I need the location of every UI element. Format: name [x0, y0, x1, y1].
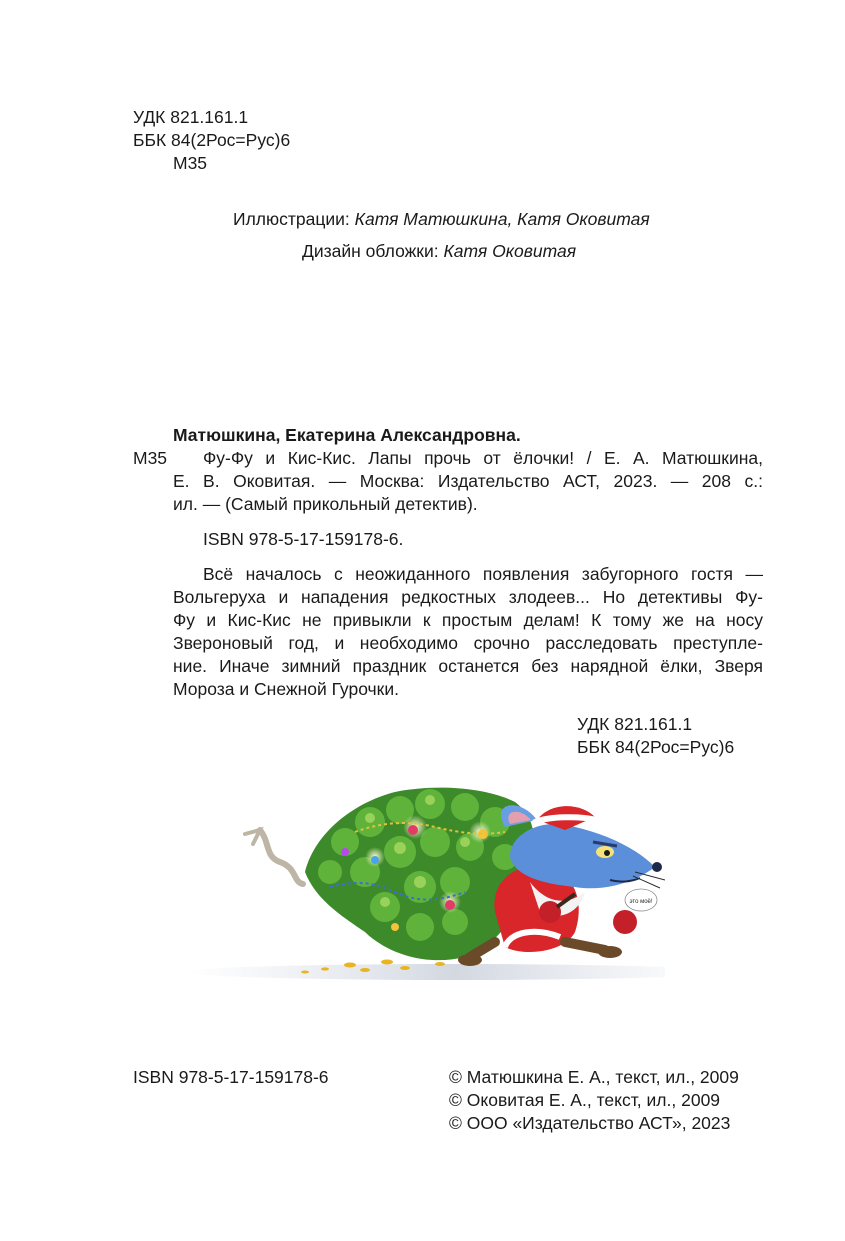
catalog-isbn: ISBN 978-5-17-159178-6. — [203, 529, 404, 549]
footer-isbn: ISBN 978-5-17-159178-6 — [133, 1067, 329, 1087]
illustrations-credit — [233, 208, 650, 230]
annotation-line: Звероновый год, и необходимо срочно расследовать преступле- — [173, 633, 763, 653]
cover-label: Дизайн обложки: — [302, 241, 439, 261]
christmas-tree — [305, 788, 534, 960]
illustrations-label: Иллюстрации: — [233, 209, 350, 229]
udk-top: УДК 821.161.1 — [133, 107, 249, 127]
copyright-line: © ООО «Издательство АСТ», 2023 — [449, 1113, 731, 1133]
cover-credit — [302, 240, 576, 262]
annotation-line: Фу и Кис-Кис не привыкли к простым делам! К тому же на носу — [173, 610, 763, 630]
annotation-line: Мороза и Снежной Гурочки. — [173, 679, 399, 699]
speech-sign — [625, 889, 657, 911]
catalog-line-2: Е. В. Оковитая. — Москва: Издательство АСТ, 2023. — 208 с.: — [173, 471, 763, 491]
author-sign-top: М35 — [173, 153, 208, 173]
catalog-udk: УДК 821.161.1 — [577, 714, 693, 734]
snow-shadow — [185, 964, 665, 980]
catalog-line-3: ил. — (Самый прикольный детектив). — [173, 494, 478, 514]
annotation-line: Всё началось с неожиданного появления забугорного гостя — — [203, 564, 763, 584]
illustrations-names: Катя Матюшкина, Катя Оковитая — [354, 209, 650, 229]
cover-names: Катя Оковитая — [443, 241, 577, 261]
annotation-line: ние. Иначе зимний праздник останется без нарядной ёлки, Зверя — [173, 656, 763, 676]
sign-text: это моё! — [629, 899, 653, 905]
annotation-line: Вольгеруха и нападения редкостных злодеев... Но детективы Фу- — [173, 587, 763, 607]
tail — [260, 830, 303, 884]
catalog-author-heading: Матюшкина, Екатерина Александровна. — [173, 425, 521, 445]
catalog-sign: М35 — [133, 448, 168, 468]
copyright-line: © Оковитая Е. А., текст, ил., 2009 — [449, 1090, 721, 1110]
rat-dragging-tree-illustration — [165, 772, 665, 987]
bbk-top: ББК 84(2Рос=Рус)6 — [133, 130, 291, 150]
catalog-line-1: Фу-Фу и Кис-Кис. Лапы прочь от ёлочки! / Е. А. Матюшкина, — [203, 448, 763, 468]
copyright-line: © Матюшкина Е. А., текст, ил., 2009 — [449, 1067, 739, 1087]
catalog-bbk: ББК 84(2Рос=Рус)6 — [577, 737, 735, 757]
